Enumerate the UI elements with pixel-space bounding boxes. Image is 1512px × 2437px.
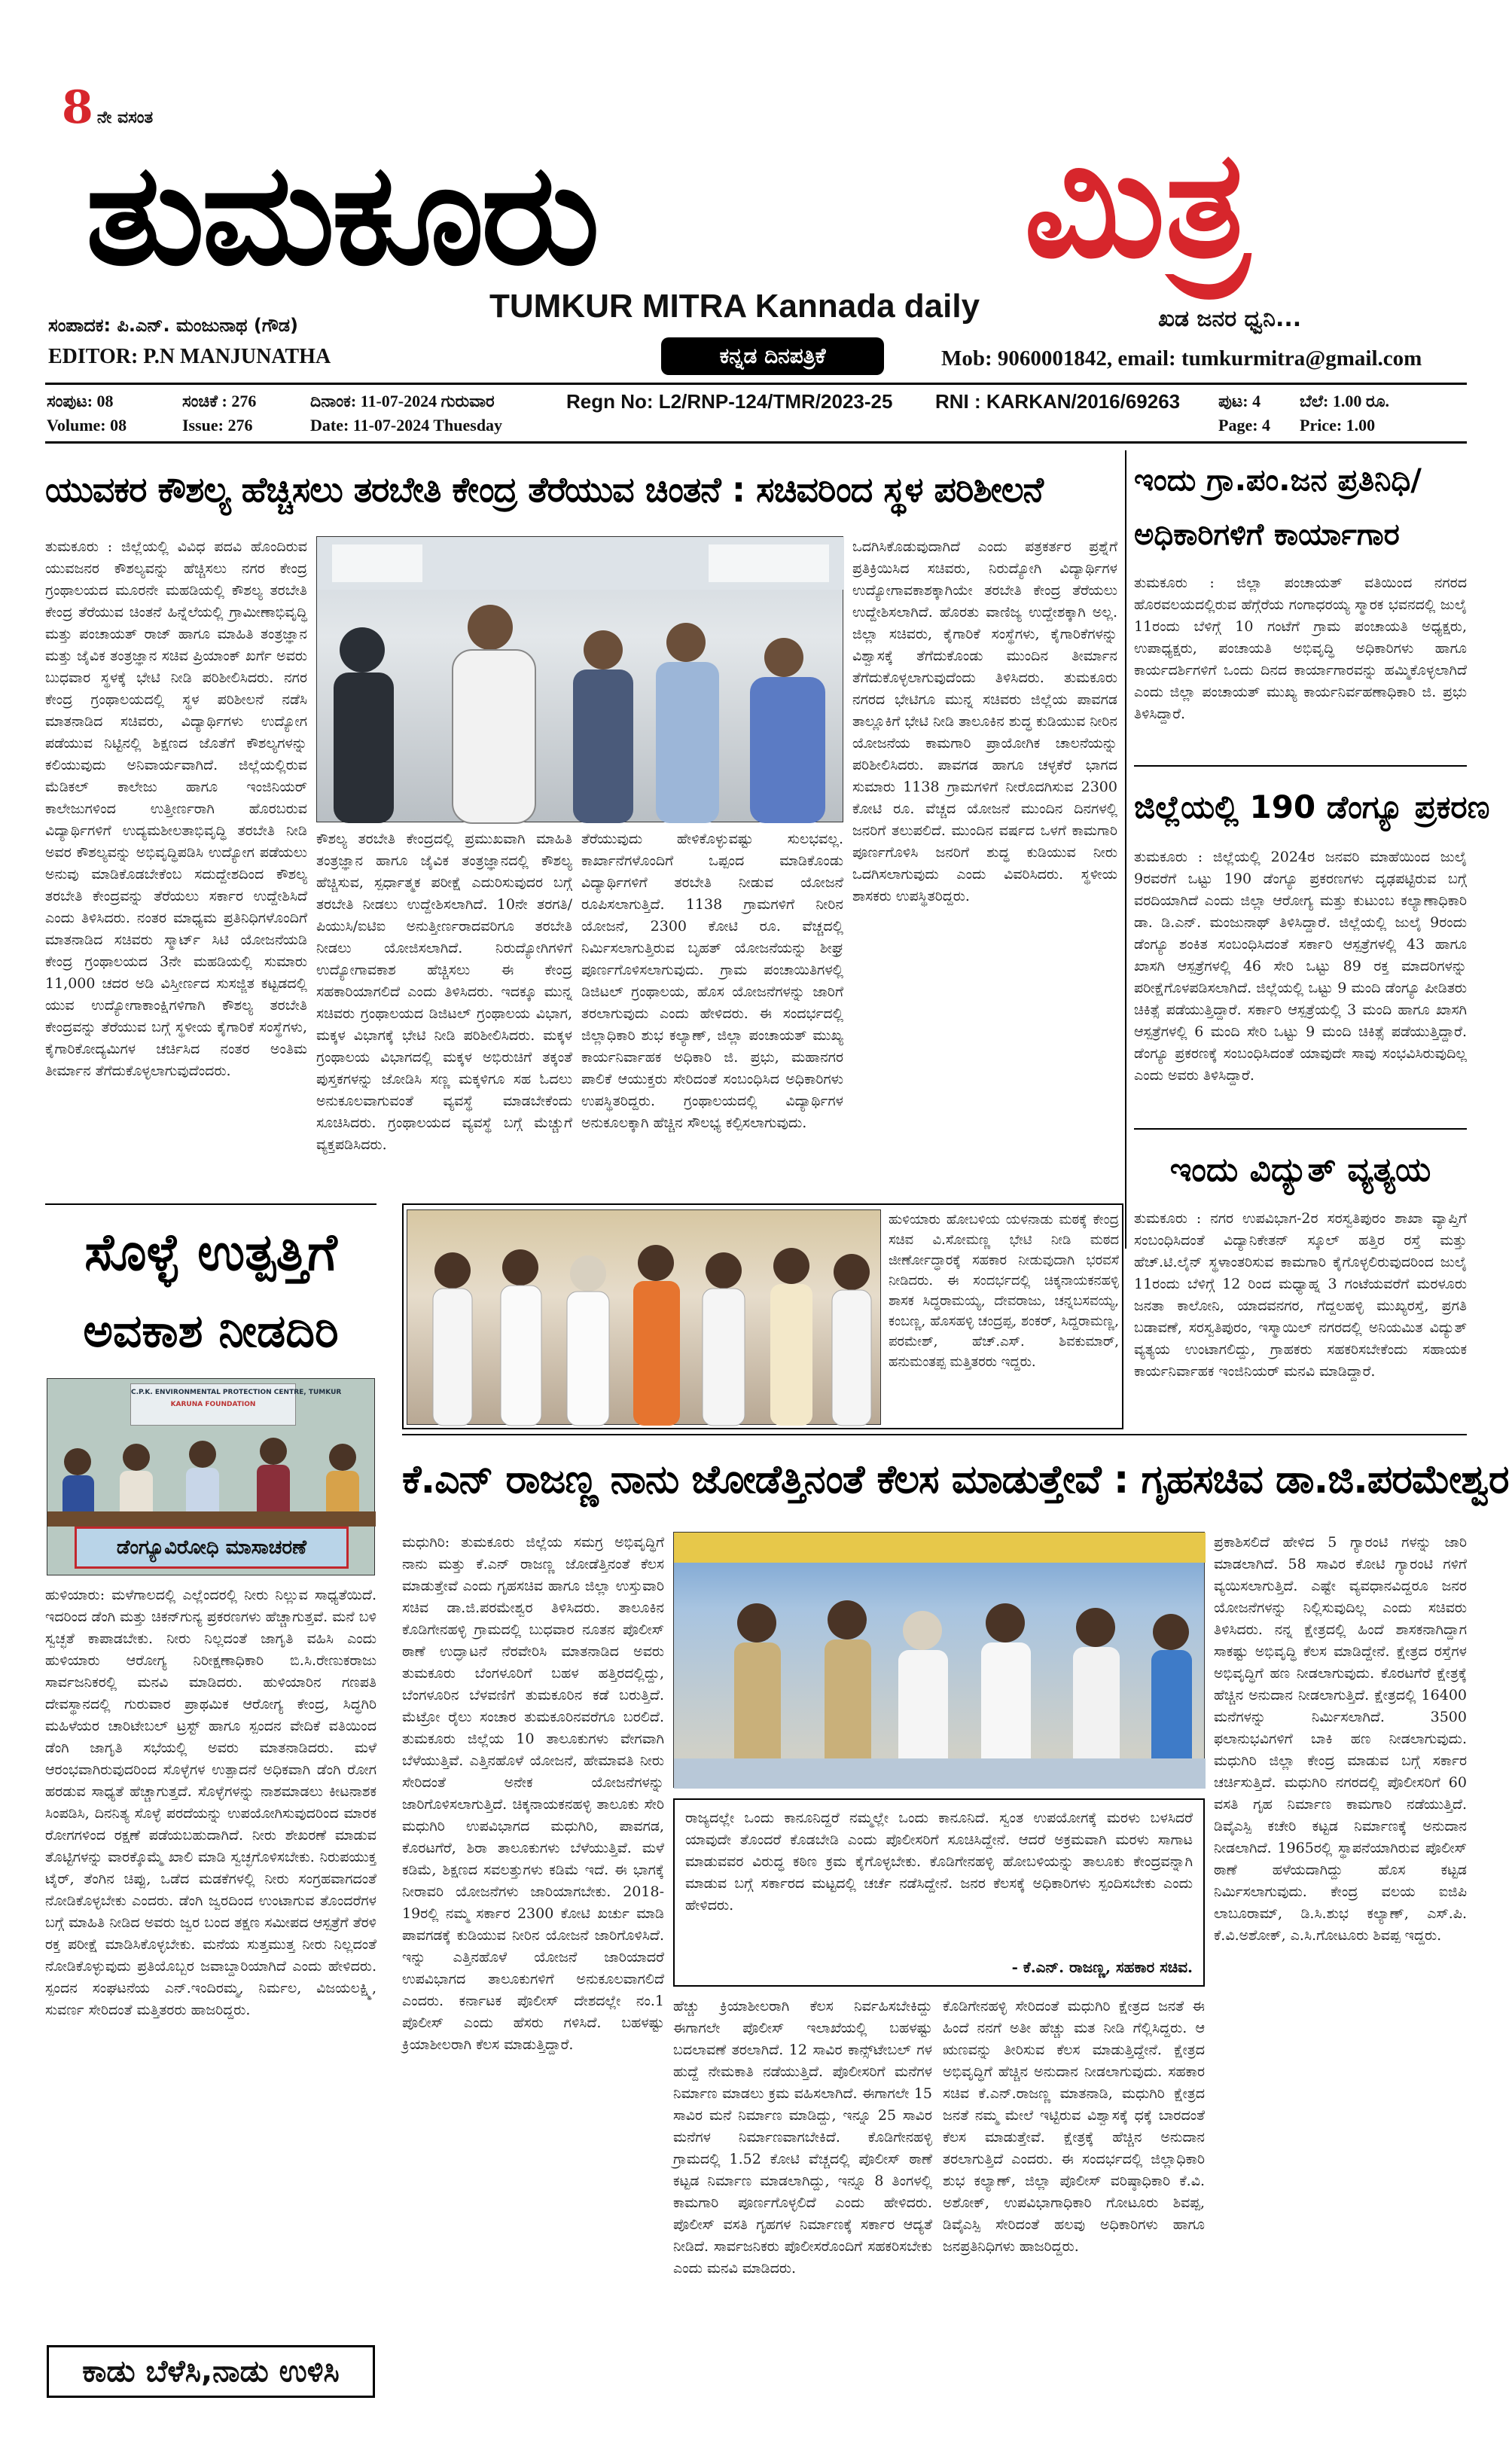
minister-col-2: ಹೆಚ್ಚು ಕ್ರಿಯಾಶೀಲರಾಗಿ ಕೆಲಸ ನಿರ್ವಹಿಸಬೇಕಿದ್ದು ಈಗಾಗಲೇ ಪೊಲೀಸ್ ಇಲಾಖೆಯಲ್ಲಿ ಬಹಳಷ್ಟು ಬದಲಾವಣೆ ತರಲಾಗಿದೆ. 12 ಸಾವಿರ ಕಾನ್ಸ್‌ಟೇಬಲ್ ಗಳ ಹುದ್ದೆ ನೇಮಕಾತಿ ನಡೆಯುತ್ತಿದೆ. ಪೊಲೀಸರಿಗೆ ಮನೆಗಳ ನಿರ್ಮಾಣ ಮಾಡಲು ಕ್ರಮ ವಹಿಸಲಾಗಿದೆ. ಈಗಾಗಲೇ 15 ಸಾವಿರ ಮನೆ ನಿರ್ಮಾಣ ಮಾಡಿದ್ದು, ಇನ್ನೂ 25 ಸಾವಿರ ಮನೆಗಳ ನಿರ್ಮಾಣವಾಗಬೇಕಿದೆ. ಕೊಡಿಗೇನಹಳ್ಳಿ ಗ್ರಾಮದಲ್ಲಿ 1.52 ಕೋಟಿ ವೆಚ್ಚದಲ್ಲಿ ಪೊಲೀಸ್ ಠಾಣೆ ಕಟ್ಟಡ ನಿರ್ಮಾಣ ಮಾಡಲಾಗಿದ್ದು, ಇನ್ನೂ 8 ತಿಂಗಳಲ್ಲಿ ಕಾಮಗಾರಿ ಪೂರ್ಣಗೊಳ್ಳಲಿದೆ ಎಂದು ಹೇಳಿದರು. ಪೊಲೀಸ್ ವಸತಿ ಗೃಹಗಳ ನಿರ್ಮಾಣಕ್ಕೆ ಸರ್ಕಾರ ಆದ್ಯತೆ ನೀಡಿದೆ. ಸಾರ್ವಜನಿಕರು ಪೊಲೀಸರೊಂದಿಗೆ ಸಹಕರಿಸಬೇಕು ಎಂದು ಮನವಿ ಮಾಡಿದರು. <box>673 1998 932 2277</box>
power-headline: ಇಂದು ವಿದ್ಯುತ್ ವ್ಯತ್ಯಯ <box>1169 1151 1431 1189</box>
workshop-headline-1: ಇಂದು ಗ್ರಾ.ಪಂ.ಜನ ಪ್ರತಿನಿಧಿ/ <box>1134 463 1422 498</box>
edition-badge <box>62 81 153 134</box>
price-en: Price: 1.00 <box>1300 416 1376 435</box>
title-main: ತುಮಕೂರು <box>86 133 597 296</box>
infobar-rule-bottom <box>45 441 1467 444</box>
date-en: Date: 11-07-2024 Thuesday <box>310 416 503 435</box>
mutt-visit-caption: ಹುಳಿಯಾರು ಹೋಬಳಿಯ ಯಳನಾಡು ಮಠಕ್ಕೆ ಕೇಂದ್ರ ಸಚಿವ ವಿ.ಸೋಮಣ್ಣ ಭೇಟಿ ನೀಡಿ ಮಠದ ಜೀರ್ಣೋದ್ಧಾರಕ್ಕೆ ಸಹಕಾರ ನೀಡುವುದಾಗಿ ಭರವಸೆ ನೀಡಿದರು. ಈ ಸಂದರ್ಭದಲ್ಲಿ ಚಿಕ್ಕನಾಯಕನಹಳ್ಳಿ ಶಾಸಕ ಸಿದ್ಧರಾಮಯ್ಯ, ದೇವರಾಜು, ಚನ್ನಬಸವಯ್ಯ, ಕಂಬಣ್ಣ, ಹೊಸಹಳ್ಳಿ ಚಂದ್ರಪ್ಪ, ಶಂಕರ್, ಸಿದ್ದರಾಮಣ್ಣ, ಪರಮೇಶ್, ಹೆಚ್.ಎಸ್. ಶಿವಕುಮಾರ್, ಹನುಮಂತಪ್ಪ ಮತ್ತಿತರರು ಇದ್ದರು. <box>889 1212 1119 1370</box>
mutt-visit-illustration <box>407 1210 882 1426</box>
minister-headline: ಕೆ.ಎನ್ ರಾಜಣ್ಣ ನಾನು ಜೋಡೆತ್ತಿನಂತೆ ಕೆಲಸ ಮಾಡುತ್ತೇವೆ : ಗೃಹಸಚಿವ ಡಾ.ಜಿ.ಪರಮೇಶ್ವರ <box>402 1457 1509 1502</box>
minister-visit-illustration <box>317 537 844 823</box>
editor-english: EDITOR: P.N MANJUNATHA <box>48 345 331 368</box>
paper-type-badge: ಕನ್ನಡ ದಿನಪತ್ರಿಕೆ <box>661 337 884 375</box>
sidebar-rule-1 <box>1134 765 1467 767</box>
left-headline-1: ಸೊಳ್ಳೆ ಉತ್ಪತ್ತಿಗೆ <box>84 1223 337 1283</box>
infobar-rule-top <box>45 383 1467 385</box>
volume-en: Volume: 08 <box>47 416 127 435</box>
left-body: ಹುಳಿಯಾರು: ಮಳೆಗಾಲದಲ್ಲಿ ಎಲ್ಲೆಂದರಲ್ಲಿ ನೀರು ನಿಲ್ಲುವ ಸಾಧ್ಯತೆಯಿದೆ. ಇದರಿಂದ ಡೆಂಗಿ ಮತ್ತು ಚಿಕನ್‌ಗುನ್ಯ ಪ್ರಕರಣಗಳು ಹೆಚ್ಚಾಗುತ್ತವೆ. ಮನೆ ಬಳಿ ಸ್ವಚ್ಛತೆ ಕಾಪಾಡಬೇಕು. ನೀರು ನಿಲ್ಲದಂತೆ ಜಾಗೃತಿ ವಹಿಸಿ ಎಂದು ಹುಳಿಯಾರು ಆರೋಗ್ಯ ನಿರೀಕ್ಷಣಾಧಿಕಾರಿ ಬಿ.ಸಿ.ರೇಣುಕರಾಜು ಸಾರ್ವಜನಿಕರಲ್ಲಿ ಮನವಿ ಮಾಡಿದರು. ಹುಳಿಯಾರಿನ ಗಣಪತಿ ದೇವಸ್ಥಾನದಲ್ಲಿ ಗುರುವಾರ ಪ್ರಾಥಮಿಕ ಆರೋಗ್ಯ ಕೇಂದ್ರ, ಸಿದ್ಧಗಿರಿ ಮಹಿಳೆಯರ ಚಾರಿಟೇಬಲ್ ಟ್ರಸ್ಟ್ ಹಾಗೂ ಸ್ಪಂದನ ವೇದಿಕೆ ವತಿಯಿಂದ ಡೆಂಗಿ ಜಾಗೃತಿ ಸಭೆಯಲ್ಲಿ ಅವರು ಮಾತನಾಡಿದರು. ಮಳೆ ಆರಂಭವಾಗಿರುವುದರಿಂದ ಸೊಳ್ಳೆಗಳ ಉತ್ಪಾದನೆ ಅಧಿಕವಾಗಿ ಡೆಂಗಿ ರೋಗ ಹರಡುವ ಸಾಧ್ಯತೆ ಹೆಚ್ಚಾಗುತ್ತದೆ. ಸೊಳ್ಳೆಗಳನ್ನು ನಾಶಮಾಡಲು ಕೀಟನಾಶಕ ಸಿಂಪಡಿಸಿ, ದಿನನಿತ್ಯ ಸೊಳ್ಳೆ ಪರದೆಯನ್ನು ಉಪಯೋಗಿಸುವುದರಿಂದ ಮಾರಕ ರೋಗಗಳಿಂದ ರಕ್ಷಣೆ ಪಡೆಯಬಹುದಾಗಿದೆ. ನೀರು ಶೇಖರಣೆ ಮಾಡುವ ತೊಟ್ಟಿಗಳನ್ನು ವಾರಕ್ಕೊಮ್ಮೆ ಖಾಲಿ ಮಾಡಿ ಸ್ವಚ್ಛಗೊಳಿಸಬೇಕು. ನಿರುಪಯುಕ್ತ ಟೈರ್, ತೆಂಗಿನ ಚಿಪ್ಪು, ಒಡೆದ ಮಡಕೆಗಳಲ್ಲಿ ನೀರು ಸಂಗ್ರಹವಾಗದಂತೆ ನೋಡಿಕೊಳ್ಳಬೇಕು ಎಂದರು. ಡೆಂಗಿ ಜ್ವರದಿಂದ ಉಂಟಾಗುವ ತೊಂದರೆಗಳ ಬಗ್ಗೆ ಮಾಹಿತಿ ನೀಡಿದ ಅವರು ಜ್ವರ ಬಂದ ತಕ್ಷಣ ಸಮೀಪದ ಆಸ್ಪತ್ರೆಗೆ ತೆರಳಿ ರಕ್ತ ಪರೀಕ್ಷೆ ಮಾಡಿಸಿಕೊಳ್ಳಬೇಕು. ಮನೆಯ ಸುತ್ತಮುತ್ತ ನೀರು ನಿಲ್ಲದಂತೆ ನೋಡಿಕೊಳ್ಳುವುದು ಪ್ರತಿಯೊಬ್ಬರ ಜವಾಬ್ದಾರಿಯಾಗಿದೆ ಎಂದು ಹೇಳಿದರು. ಸ್ಪಂದನ ಸಂಘಟನೆಯ ಎನ್.ಇಂದಿರಮ್ಮ, ನಿರ್ಮಲ, ವಿಜಯಲಕ್ಷ್ಮಿ, ಸುವರ್ಣ ಸೇರಿದಂತೆ ಮತ್ತಿತರರು ಹಾಜರಿದ್ದರು. <box>45 1587 376 2018</box>
lead-col-3: ತೆರೆಯುವುದು ಹೇಳಿಕೊಳ್ಳುವಷ್ಟು ಸುಲಭವಲ್ಲ. ಕಾರ್ಖಾನೆಗಳೊಂದಿಗೆ ಒಪ್ಪಂದ ಮಾಡಿಕೊಂಡು ವಿದ್ಯಾರ್ಥಿಗಳಿಗೆ ತರಬೇತಿ ನೀಡುವ ಯೋಜನೆ ರೂಪಿಸಲಾಗುತ್ತಿದೆ. 1138 ಗ್ರಾಮಗಳಿಗೆ ನೀರಿನ ಯೋಜನೆ, 2300 ಕೋಟಿ ರೂ. ವೆಚ್ಚದಲ್ಲಿ ನಿರ್ಮಿಸಲಾಗುತ್ತಿರುವ ಬೃಹತ್ ಯೋಜನೆಯನ್ನು ಶೀಘ್ರ ಪೂರ್ಣಗೊಳಿಸಲಾಗುವುದು. ಗ್ರಾಮ ಪಂಚಾಯಿತಿಗಳಲ್ಲಿ ಡಿಜಿಟಲ್ ಗ್ರಂಥಾಲಯ, ಹೊಸ ಯೋಜನೆಗಳನ್ನು ಜಾರಿಗೆ ತರಲಾಗುವುದು ಎಂದು ಹೇಳಿದರು. ಈ ಸಂದರ್ಭದಲ್ಲಿ ಜಿಲ್ಲಾಧಿಕಾರಿ ಶುಭ ಕಲ್ಯಾಣ್, ಜಿಲ್ಲಾ ಪಂಚಾಯತ್ ಮುಖ್ಯ ಕಾರ್ಯನಿರ್ವಾಹಕ ಅಧಿಕಾರಿ ಜಿ. ಪ್ರಭು, ಮಹಾನಗರ ಪಾಲಿಕೆ ಆಯುಕ್ತರು ಸೇರಿದಂತೆ ಸಂಬಂಧಿಸಿದ ಅಧಿಕಾರಿಗಳು ಉಪಸ್ಥಿತರಿದ್ದರು. ಗ್ರಂಥಾಲಯದಲ್ಲಿ ವಿದ್ಯಾರ್ಥಿಗಳ ಅನುಕೂಲಕ್ಕಾಗಿ ಹೆಚ್ಚಿನ ಸೌಲಭ್ಯ ಕಲ್ಪಿಸಲಾಗುವುದು. <box>581 831 843 1131</box>
rajanna-quote-attribution: - ಕೆ.ಎನ್. ರಾಜಣ್ಣ, ಸಹಕಾರ ಸಚಿವ. <box>1011 1958 1193 1976</box>
minister-col-1: ಮಧುಗಿರಿ: ತುಮಕೂರು ಜಿಲ್ಲೆಯ ಸಮಗ್ರ ಅಭಿವೃದ್ಧಿಗೆ ನಾನು ಮತ್ತು ಕೆ.ಎನ್ ರಾಜಣ್ಣ ಜೋಡೆತ್ತಿನಂತೆ ಕೆಲಸ ಮಾಡುತ್ತೇವೆ ಎಂದು ಗೃಹಸಚಿವ ಹಾಗೂ ಜಿಲ್ಲಾ ಉಸ್ತುವಾರಿ ಸಚಿವ ಡಾ.ಜಿ.ಪರಮೇಶ್ವರ ತಿಳಿಸಿದರು. ತಾಲೂಕಿನ ಕೊಡಿಗೇನಹಳ್ಳಿ ಗ್ರಾಮದಲ್ಲಿ ಬುಧವಾರ ನೂತನ ಪೊಲೀಸ್ ಠಾಣೆ ಉದ್ಘಾಟನೆ ನೆರವೇರಿಸಿ ಮಾತನಾಡಿದ ಅವರು ತುಮಕೂರು ಬೆಂಗಳೂರಿಗೆ ಬಹಳ ಹತ್ತಿರದಲ್ಲಿದ್ದು, ಬೆಂಗಳೂರಿನ ಬೆಳವಣಿಗೆ ತುಮಕೂರಿನ ಕಡೆ ಬರುತ್ತಿದೆ. ಮೆಟ್ರೋ ರೈಲು ಸಂಚಾರ ತುಮಕೂರಿನವರೆಗೂ ಬರಲಿದೆ. ತುಮಕೂರು ಜಿಲ್ಲೆಯ 10 ತಾಲೂಕುಗಳು ವೇಗವಾಗಿ ಬೆಳೆಯುತ್ತಿವೆ. ಎತ್ತಿನಹೊಳೆ ಯೋಜನೆ, ಹೇಮಾವತಿ ನೀರು ಸೇರಿದಂತೆ ಅನೇಕ ಯೋಜನೆಗಳನ್ನು ಜಾರಿಗೊಳಿಸಲಾಗುತ್ತಿದೆ. ಚಿಕ್ಕನಾಯಕನಹಳ್ಳಿ ತಾಲೂಕು ಸೇರಿ ಮಧುಗಿರಿ ಉಪವಿಭಾಗದ ಮಧುಗಿರಿ, ಪಾವಗಡ, ಕೊರಟಗೆರೆ, ಶಿರಾ ತಾಲೂಕುಗಳು ಬೆಳೆಯುತ್ತಿವೆ. ಮಳೆ ಕಡಿಮೆ, ಶಿಕ್ಷಣದ ಸವಲತ್ತುಗಳು ಕಡಿಮೆ ಇದೆ. ಈ ಭಾಗಕ್ಕೆ ನೀರಾವರಿ ಯೋಜನೆಗಳು ಜಾರಿಯಾಗಬೇಕು. 2018-19ರಲ್ಲಿ ನಮ್ಮ ಸರ್ಕಾರ 2300 ಕೋಟಿ ಖರ್ಚು ಮಾಡಿ ಪಾವಗಡಕ್ಕೆ ಕುಡಿಯುವ ನೀರಿನ ಯೋಜನೆ ಜಾರಿಗೊಳಿಸಿದೆ. ಇನ್ನು ಎತ್ತಿನಹೊಳೆ ಯೋಜನೆ ಜಾರಿಯಾದರೆ ಉಪವಿಭಾಗದ ತಾಲೂಕುಗಳಿಗೆ ಅನುಕೂಲವಾಗಲಿದೆ ಎಂದರು. ಕರ್ನಾಟಕ ಪೊಲೀಸ್ ದೇಶದಲ್ಲೇ ನಂ.1 ಪೊಲೀಸ್ ಎಂದು ಹೆಸರು ಗಳಿಸಿದೆ. ಬಹಳಷ್ಟು ಕ್ರಿಯಾಶೀಲರಾಗಿ ಕೆಲಸ ಮಾಡುತ್ತಿದ್ದಾರೆ. <box>402 1534 664 2053</box>
tagline: ಖಡ ಜನರ ಧ್ವನಿ... <box>1158 306 1302 332</box>
lead-photo-minister <box>316 536 843 822</box>
rajanna-quote: ರಾಜ್ಯದಲ್ಲೇ ಒಂದು ಕಾನೂನಿದ್ದರೆ ನಮ್ಮಲ್ಲೇ ಒಂದು ಕಾನೂನಿದೆ. ಸ್ವಂತ ಉಪಯೋಗಕ್ಕೆ ಮರಳು ಬಳಸಿದರೆ ಯಾವುದೇ ತೊಂದರೆ ಕೊಡಬೇಡಿ ಎಂದು ಪೊಲೀಸರಿಗೆ ಸೂಚಿಸಿದ್ದೇನೆ. ಆದರೆ ಅಕ್ರಮವಾಗಿ ಮರಳು ಸಾಗಾಟ ಮಾಡುವವರ ವಿರುದ್ಧ ಕಠಿಣ ಕ್ರಮ ಕೈಗೊಳ್ಳಬೇಕು. ಕೊಡಿಗೇನಹಳ್ಳಿ ಹೋಬಳಿಯನ್ನು ತಾಲೂಕು ಕೇಂದ್ರವನ್ನಾಗಿ ಮಾಡುವ ಬಗ್ಗೆ ಸರ್ಕಾರದ ಮಟ್ಟದಲ್ಲಿ ಚರ್ಚೆ ನಡೆಸಿದ್ದೇನೆ. ಜನರ ಕೆಲಸಕ್ಕೆ ಅಧಿಕಾರಿಗಳು ಸ್ಪಂದಿಸಬೇಕು ಎಂದು ಹೇಳಿದರು. <box>685 1810 1193 1914</box>
workshop-body: ತುಮಕೂರು : ಜಿಲ್ಲಾ ಪಂಚಾಯತ್ ವತಿಯಿಂದ ನಗರದ ಹೊರವಲಯದಲ್ಲಿರುವ ಹೆಗ್ಗೆರೆಯ ಗಂಗಾಧರಯ್ಯ ಸ್ಮಾರಕ ಭವನದಲ್ಲಿ ಜುಲೈ 11ರಂದು ಬೆಳಿಗ್ಗೆ 10 ಗಂಟೆಗೆ ಗ್ರಾಮ ಪಂಚಾಯತಿ ಅಧ್ಯಕ್ಷರು, ಉಪಾಧ್ಯಕ್ಷರು, ಪಂಚಾಯತಿ ಅಭಿವೃದ್ಧಿ ಅಧಿಕಾರಿಗಳು ಹಾಗೂ ಕಾರ್ಯದರ್ಶಿಗಳಿಗೆ ಒಂದು ದಿನದ ಕಾರ್ಯಾಗಾರವನ್ನು ಹಮ್ಮಿಕೊಳ್ಳಲಾಗಿದೆ ಎಂದು ಜಿಲ್ಲಾ ಪಂಚಾಯತ್ ಮುಖ್ಯ ಕಾರ್ಯನಿರ್ವಹಣಾಧಿಕಾರಿ ಜಿ. ಪ್ರಭು ತಿಳಿಸಿದ್ದಾರೆ. <box>1134 575 1467 722</box>
contact-line: Mob: 9060001842, email: tumkurmitra@gmail.com <box>941 346 1422 371</box>
dengue-campaign-photo <box>47 1378 375 1575</box>
photo-sign-sub: KARUNA FOUNDATION <box>170 1401 256 1408</box>
lead-headline: ಯುವಕರ ಕೌಶಲ್ಯ ಹೆಚ್ಚಿಸಲು ತರಬೇತಿ ಕೇಂದ್ರ ತೆರೆಯುವ ಚಿಂತನೆ : ಸಚಿವರಿಂದ ಸ್ಥಳ ಪರಿಶೀಲನೆ <box>45 469 1043 510</box>
issue-kn: ಸಂಚಿಕೆ : 276 <box>182 392 257 410</box>
rajanna-quote-box <box>673 1798 1205 1987</box>
title-accent: ಮಿತ್ರ <box>1024 119 1250 291</box>
edition-suffix: ನೇ ವಸಂತ <box>96 108 154 127</box>
minister-col-4: ಪ್ರಕಾಶಿಸಲಿದೆ ಹೇಳಿದ 5 ಗ್ಯಾರಂಟಿ ಗಳನ್ನು ಜಾರಿ ಮಾಡಲಾಗಿದೆ. 58 ಸಾವಿರ ಕೋಟಿ ಗ್ಯಾರಂಟಿ ಗಳಿಗೆ ವ್ಯಯಿಸಲಾಗುತ್ತಿದೆ. ಎಷ್ಟೇ ವ್ಯವಧಾನವಿದ್ದರೂ ಜನರ ಯೋಜನೆಗಳನ್ನು ನಿಲ್ಲಿಸುವುದಿಲ್ಲ ಎಂದು ಸಚಿವರು ತಿಳಿಸಿದರು. ನನ್ನ ಕ್ಷೇತ್ರದಲ್ಲಿ ಹಿಂದೆ ಶಾಸಕನಾಗಿದ್ದಾಗ ಸಾಕಷ್ಟು ಅಭಿವೃದ್ಧಿ ಕೆಲಸ ಮಾಡಿದ್ದೇನೆ. ಕ್ಷೇತ್ರದ ರಸ್ತೆಗಳ ಅಭಿವೃದ್ಧಿಗೆ ಹಣ ನೀಡಲಾಗುವುದು. ಕೊರಟಗೆರೆ ಕ್ಷೇತ್ರಕ್ಕೆ ಹೆಚ್ಚಿನ ಅನುದಾನ ನೀಡಲಾಗುತ್ತಿದೆ. ಕ್ಷೇತ್ರದಲ್ಲಿ 16400 ಮನೆಗಳನ್ನು ನಿರ್ಮಿಸಲಾಗಿದೆ. 3500 ಫಲಾನುಭವಿಗಳಿಗೆ ಬಾಕಿ ಹಣ ನೀಡಲಾಗುವುದು. ಮಧುಗಿರಿ ಜಿಲ್ಲಾ ಕೇಂದ್ರ ಮಾಡುವ ಬಗ್ಗೆ ಸರ್ಕಾರ ಚರ್ಚಿಸುತ್ತಿದೆ. ಮಧುಗಿರಿ ನಗರದಲ್ಲಿ ಪೊಲೀಸರಿಗೆ 60 ವಸತಿ ಗೃಹ ನಿರ್ಮಾಣ ಕಾಮಗಾರಿ ನಡೆಯುತ್ತಿದೆ. ಡಿವೈಎಸ್ಪಿ ಕಚೇರಿ ಕಟ್ಟಡ ನಿರ್ಮಾಣಕ್ಕೆ ಅನುದಾನ ನೀಡಲಾಗಿದೆ. 1965ರಲ್ಲಿ ಸ್ಥಾಪನೆಯಾಗಿರುವ ಪೊಲೀಸ್ ಠಾಣೆ ಹಳೆಯದಾಗಿದ್ದು ಹೊಸ ಕಟ್ಟಡ ನಿರ್ಮಿಸಲಾಗುವುದು. ಕೇಂದ್ರ ವಲಯ ಐಜಿಪಿ ಲಾಬೂರಾಮ್, ಡಿ.ಸಿ.ಶುಭ ಕಲ್ಯಾಣ್, ಎಸ್.ಪಿ. ಕೆ.ವಿ.ಅಶೋಕ್, ಎ.ಸಿ.ಗೋಟೂರು ಶಿವಪ್ಪ ಇದ್ದರು. <box>1214 1534 1467 1944</box>
edition-number: 8 <box>62 81 93 134</box>
photo-sign-top: C.P.K. ENVIRONMENTAL PROTECTION CENTRE, TUMKUR <box>131 1389 342 1396</box>
english-title: TUMKUR MITRA Kannada daily <box>489 288 980 325</box>
lead-col-2: ಕೌಶಲ್ಯ ತರಬೇತಿ ಕೇಂದ್ರದಲ್ಲಿ ಪ್ರಮುಖವಾಗಿ ಮಾಹಿತಿ ತಂತ್ರಜ್ಞಾನ ಹಾಗೂ ಜೈವಿಕ ತಂತ್ರಜ್ಞಾನದಲ್ಲಿ ಕೌಶಲ್ಯ ಹೆಚ್ಚಿಸುವ, ಸ್ಪರ್ಧಾತ್ಮಕ ಪರೀಕ್ಷೆ ಎದುರಿಸುವುದರ ಬಗ್ಗೆ ತರಬೇತಿ ನೀಡಲು ಉದ್ದೇಶಿಸಲಾಗಿದೆ. 10ನೇ ತರಗತಿ/ಪಿಯುಸಿ/ಐಟಿಐ ಅನುತ್ತೀರ್ಣರಾದವರಿಗೂ ತರಬೇತಿ ನೀಡಲು ಯೋಜಿಸಲಾಗಿದೆ. ನಿರುದ್ಯೋಗಿಗಳಿಗೆ ಉದ್ಯೋಗಾವಕಾಶ ಹೆಚ್ಚಿಸಲು ಈ ಕೇಂದ್ರ ಸಹಕಾರಿಯಾಗಲಿದೆ ಎಂದು ತಿಳಿಸಿದರು. ಇದಕ್ಕೂ ಮುನ್ನ ಸಚಿವರು ಗ್ರಂಥಾಲಯದ ಡಿಜಿಟಲ್ ಗ್ರಂಥಾಲಯ ವಿಭಾಗ, ಮಕ್ಕಳ ವಿಭಾಗಕ್ಕೆ ಭೇಟಿ ನೀಡಿ ಪರಿಶೀಲಿಸಿದರು. ಮಕ್ಕಳ ಗ್ರಂಥಾಲಯ ವಿಭಾಗದಲ್ಲಿ ಮಕ್ಕಳ ಅಭಿರುಚಿಗೆ ತಕ್ಕಂತೆ ಪುಸ್ತಕಗಳನ್ನು ಜೋಡಿಸಿ ಸಣ್ಣ ಮಕ್ಕಳಿಗೂ ಸಹ ಓದಲು ಅನುಕೂಲವಾಗುವಂತೆ ವ್ಯವಸ್ಥೆ ಮಾಡಬೇಕೆಂದು ಸೂಚಿಸಿದರು. ಗ್ರಂಥಾಲಯದ ವ್ಯವಸ್ಥೆ ಬಗ್ಗೆ ಮೆಚ್ಚುಗೆ ವ್ಯಕ್ತಪಡಿಸಿದರು. <box>316 831 572 1153</box>
issue-en: Issue: 276 <box>182 416 253 435</box>
lead-divider <box>1125 450 1126 1249</box>
dengue-body: ತುಮಕೂರು : ಜಿಲ್ಲೆಯಲ್ಲಿ 2024ರ ಜನವರಿ ಮಾಹೆಯಿಂದ ಜುಲೈ 9ರವರೆಗೆ ಒಟ್ಟು 190 ಡೆಂಗ್ಯೂ ಪ್ರಕರಣಗಳು ದೃಢಪಟ್ಟಿರುವ ಬಗ್ಗೆ ವರದಿಯಾಗಿದೆ ಎಂದು ಜಿಲ್ಲಾ ಆರೋಗ್ಯ ಮತ್ತು ಕುಟುಂಬ ಕಲ್ಯಾಣಾಧಿಕಾರಿ ಡಾ. ಡಿ.ಎನ್. ಮಂಜುನಾಥ್ ತಿಳಿಸಿದ್ದಾರೆ. ಜಿಲ್ಲೆಯಲ್ಲಿ ಜುಲೈ 9ರಂದು ಡೆಂಗ್ಯೂ ಶಂಕಿತ ಸಂಬಂಧಿಸಿದಂತೆ ಸರ್ಕಾರಿ ಆಸ್ಪತ್ರೆಗಳಲ್ಲಿ 43 ಹಾಗೂ ಖಾಸಗಿ ಆಸ್ಪತ್ರೆಗಳಲ್ಲಿ 46 ಸೇರಿ ಒಟ್ಟು 89 ರಕ್ತ ಮಾದರಿಗಳನ್ನು ಪರೀಕ್ಷೆಗೊಳಪಡಿಸಲಾಗಿದೆ. ಜಿಲ್ಲೆಯಲ್ಲಿ ಒಟ್ಟು 9 ಮಂದಿ ಡೆಂಗ್ಯೂ ಪೀಡಿತರು ಚಿಕಿತ್ಸೆ ಪಡೆಯುತ್ತಿದ್ದಾರೆ. ಸರ್ಕಾರಿ ಆಸ್ಪತ್ರೆಯಲ್ಲಿ 3 ಮಂದಿ ಹಾಗೂ ಖಾಸಗಿ ಆಸ್ಪತ್ರೆಗಳಲ್ಲಿ 6 ಮಂದಿ ಸೇರಿ ಒಟ್ಟು 9 ಮಂದಿ ಚಿಕಿತ್ಸೆ ಪಡೆಯುತ್ತಿದ್ದಾರೆ. ಡೆಂಗ್ಯೂ ಪ್ರಕರಣಕ್ಕೆ ಸಂಬಂಧಿಸಿದಂತೆ ಯಾವುದೇ ಸಾವು ಸಂಭವಿಸಿರುವುದಿಲ್ಲ ಎಂದು ಅವರು ತಿಳಿಸಿದ್ದಾರೆ. <box>1134 849 1467 1084</box>
mutt-visit-photo <box>407 1209 881 1425</box>
lead-col-1: ತುಮಕೂರು : ಜಿಲ್ಲೆಯಲ್ಲಿ ವಿವಿಧ ಪದವಿ ಹೊಂದಿರುವ ಯುವಜನರ ಕೌಶಲ್ಯವನ್ನು ಹೆಚ್ಚಿಸಲು ನಗರ ಕೇಂದ್ರ ಗ್ರಂಥಾಲಯದ ಮೂರನೇ ಮಹಡಿಯಲ್ಲಿ ಕೌಶಲ್ಯ ತರಬೇತಿ ಕೇಂದ್ರ ತೆರೆಯುವ ಚಿಂತನೆ ಹಿನ್ನೆಲೆಯಲ್ಲಿ ಗ್ರಾಮೀಣಾಭಿವೃದ್ಧಿ ಮತ್ತು ಪಂಚಾಯತ್ ರಾಜ್ ಹಾಗೂ ಮಾಹಿತಿ ತಂತ್ರಜ್ಞಾನ ಮತ್ತು ಜೈವಿಕ ತಂತ್ರಜ್ಞಾನ ಸಚಿವ ಪ್ರಿಯಾಂಕ್ ಖರ್ಗೆ ಅವರು ಬುಧವಾರ ಸ್ಥಳಕ್ಕೆ ಭೇಟಿ ನೀಡಿ ಪರಿಶೀಲಿಸಿದರು. ನಗರ ಕೇಂದ್ರ ಗ್ರಂಥಾಲಯದಲ್ಲಿ ಸ್ಥಳ ಪರಿಶೀಲನೆ ನಡೆಸಿ ಮಾತನಾಡಿದ ಸಚಿವರು, ವಿದ್ಯಾರ್ಥಿಗಳು ಉದ್ಯೋಗ ಪಡೆಯುವ ನಿಟ್ಟಿನಲ್ಲಿ ಶಿಕ್ಷಣದ ಜೊತೆಗೆ ಕೌಶಲ್ಯಗಳನ್ನು ಕಲಿಯುವುದು ಅನಿವಾರ್ಯವಾಗಿದೆ. ಜಿಲ್ಲೆಯಲ್ಲಿರುವ ಮೆಡಿಕಲ್ ಕಾಲೇಜು ಹಾಗೂ ಇಂಜಿನಿಯರ್ ಕಾಲೇಜುಗಳಿಂದ ಉತ್ತೀರ್ಣರಾಗಿ ಹೊರಬರುವ ವಿದ್ಯಾರ್ಥಿಗಳಿಗೆ ಉದ್ಯಮಶೀಲತಾಭಿವೃದ್ಧಿ ತರಬೇತಿ ನೀಡಿ ಅವರ ಕೌಶಲ್ಯವನ್ನು ಅಭಿವೃದ್ಧಿಪಡಿಸಿ ಉದ್ಯೋಗ ಪಡೆಯಲು ಅನುವು ಮಾಡಿಕೊಡಬೇಕೆಂಬ ಸದುದ್ದೇಶದಿಂದ ಕೌಶಲ್ಯ ತರಬೇತಿ ಕೇಂದ್ರವನ್ನು ತೆರೆಯಲು ಸರ್ಕಾರ ಉದ್ದೇಶಿಸಿದೆ ಎಂದು ತಿಳಿಸಿದರು. ನಂತರ ಮಾಧ್ಯಮ ಪ್ರತಿನಿಧಿಗಳೊಂದಿಗೆ ಮಾತನಾಡಿದ ಸಚಿವರು ಸ್ಮಾರ್ಟ್ ಸಿಟಿ ಯೋಜನೆಯಡಿ ಕೇಂದ್ರ ಗ್ರಂಥಾಲಯದ 3ನೇ ಮಹಡಿಯಲ್ಲಿ ಸುಮಾರು 11,000 ಚದರ ಅಡಿ ವಿಸ್ತೀರ್ಣದ ಸುಸಜ್ಜಿತ ಕಟ್ಟಡದಲ್ಲಿ ಯುವ ಉದ್ಯೋಗಾಕಾಂಕ್ಷಿಗಳಿಗಾಗಿ ಕೌಶಲ್ಯ ತರಬೇತಿ ಕೇಂದ್ರವನ್ನು ತೆರೆಯುವ ಬಗ್ಗೆ ಸ್ಥಳೀಯ ಕೈಗಾರಿಕೆ ಸಂಸ್ಥೆಗಳು, ಕೈಗಾರಿಕೋದ್ಯಮಿಗಳ ಚರ್ಚಿಸಿದ ನಂತರ ಅಂತಿಮ ತೀರ್ಮಾನ ತೆಗೆದುಕೊಳ್ಳಲಾಗುವುದೆಂದರು. <box>45 538 307 1079</box>
volume-kn: ಸಂಪುಟ: 08 <box>47 392 114 410</box>
infobar <box>47 387 1467 438</box>
campaign-banner: ಡೆಂಗ್ಯೂವಿರೋಧಿ ಮಾಸಾಚರಣೆ <box>75 1527 349 1569</box>
page-en: Page: 4 <box>1218 416 1271 435</box>
left-story-rule <box>45 1203 376 1205</box>
regn-number: Regn No: L2/RNP-124/TMR/2023-25 <box>566 390 893 413</box>
police-station-photo <box>673 1532 1205 1788</box>
slogan-box: ಕಾಡು ಬೆಳೆಸಿ,ನಾಡು ಉಳಿಸಿ <box>47 2345 375 2398</box>
date-kn: ದಿನಾಂಕ: 11-07-2024 ಗುರುವಾರ <box>310 392 495 410</box>
police-station-illustration <box>674 1533 1206 1789</box>
minister-col-3: ಕೊಡಿಗೇನಹಳ್ಳಿ ಸೇರಿದಂತೆ ಮಧುಗಿರಿ ಕ್ಷೇತ್ರದ ಜನತೆ ಈ ಹಿಂದೆ ನನಗೆ ಅತೀ ಹೆಚ್ಚು ಮತ ನೀಡಿ ಗೆಲ್ಲಿಸಿದ್ದರು. ಆ ಋಣವನ್ನು ತೀರಿಸುವ ಕೆಲಸ ಮಾಡುತ್ತಿದ್ದೇನೆ. ಕ್ಷೇತ್ರದ ಅಭಿವೃದ್ಧಿಗೆ ಹೆಚ್ಚಿನ ಅನುದಾನ ನೀಡಲಾಗುವುದು. ಸಹಕಾರ ಸಚಿವ ಕೆ.ಎನ್.ರಾಜಣ್ಣ ಮಾತನಾಡಿ, ಮಧುಗಿರಿ ಕ್ಷೇತ್ರದ ಜನತೆ ನಮ್ಮ ಮೇಲೆ ಇಟ್ಟಿರುವ ವಿಶ್ವಾಸಕ್ಕೆ ಧಕ್ಕೆ ಬಾರದಂತೆ ಕೆಲಸ ಮಾಡುತ್ತೇವೆ. ಕ್ಷೇತ್ರಕ್ಕೆ ಹೆಚ್ಚಿನ ಅನುದಾನ ತರಲಾಗುತ್ತಿದೆ ಎಂದರು. ಈ ಸಂದರ್ಭದಲ್ಲಿ ಜಿಲ್ಲಾಧಿಕಾರಿ ಶುಭ ಕಲ್ಯಾಣ್, ಜಿಲ್ಲಾ ಪೊಲೀಸ್ ವರಿಷ್ಠಾಧಿಕಾರಿ ಕೆ.ವಿ. ಅಶೋಕ್, ಉಪವಿಭಾಗಾಧಿಕಾರಿ ಗೋಟೂರು ಶಿವಪ್ಪ, ಡಿವೈಎಸ್ಪಿ ಸೇರಿದಂತೆ ಹಲವು ಅಧಿಕಾರಿಗಳು ಹಾಗೂ ಜನಪ್ರತಿನಿಧಿಗಳು ಹಾಜರಿದ್ದರು. <box>943 1998 1205 2255</box>
editor-kannada: ಸಂಪಾದಕ: ಪಿ.ಎನ್. ಮಂಜುನಾಥ (ಗೌಡ) <box>48 315 299 336</box>
rni-number: RNI : KARKAN/2016/69263 <box>935 390 1181 413</box>
lead-col-4: ಒದಗಿಸಿಕೊಡುವುದಾಗಿದೆ ಎಂದು ಪತ್ರಕರ್ತರ ಪ್ರಶ್ನೆಗೆ ಪ್ರತಿಕ್ರಿಯಿಸಿದ ಸಚಿವರು, ನಿರುದ್ಯೋಗಿ ವಿದ್ಯಾರ್ಥಿಗಳ ಉದ್ಯೋಗಾವಕಾಶಕ್ಕಾಗಿಯೇ ತರಬೇತಿ ಕೇಂದ್ರ ತೆರೆಯಲು ಉದ್ದೇಶಿಸಲಾಗಿದೆ. ಹೊರತು ವಾಣಿಜ್ಯ ಉದ್ದೇಶಕ್ಕಾಗಿ ಅಲ್ಲ. ಜಿಲ್ಲಾ ಸಚಿವರು, ಕೈಗಾರಿಕೆ ಸಂಸ್ಥೆಗಳು, ಕೈಗಾರಿಕೆಗಳನ್ನು ವಿಶ್ವಾಸಕ್ಕೆ ತೆಗೆದುಕೊಂಡು ಮುಂದಿನ ತೀರ್ಮಾನ ತೆಗೆದುಕೊಳ್ಳಲಾಗುವುದೆಂದು ತಿಳಿಸಿದರು. ತುಮಕೂರು ನಗರದ ಭೇಟಿಗೂ ಮುನ್ನ ಸಚಿವರು ಜಿಲ್ಲೆಯ ಪಾವಗಡ ತಾಲ್ಲೂಕಿಗೆ ಭೇಟಿ ನೀಡಿ ತಾಲೂಕಿನ ಶುದ್ಧ ಕುಡಿಯುವ ನೀರಿನ ಯೋಜನೆಯ ಕಾಮಗಾರಿ ಪ್ರಾಯೋಗಿಕ ಚಾಲನೆಯನ್ನು ಪರಿಶೀಲಿಸಿದರು. ಪಾವಗಡ ಹಾಗೂ ಚಳ್ಳಕೆರೆ ಭಾಗದ ಸುಮಾರು 1138 ಗ್ರಾಮಗಳಿಗೆ ನೀರೊದಗಿಸುವ 2300 ಕೋಟಿ ರೂ. ವೆಚ್ಚದ ಯೋಜನೆ ಮುಂದಿನ ದಿನಗಳಲ್ಲಿ ಜನರಿಗೆ ತಲುಪಲಿದೆ. ಮುಂದಿನ ವರ್ಷದ ಒಳಗೆ ಕಾಮಗಾರಿ ಪೂರ್ಣಗೊಳಿಸಿ ಜನರಿಗೆ ಶುದ್ಧ ಕುಡಿಯುವ ನೀರು ಒದಗಿಸಲಾಗುವುದು ಎಂದು ವಿವರಿಸಿದರು. ಸ್ಥಳೀಯ ಶಾಸಕರು ಉಪಸ್ಥಿತರಿದ್ದರು. <box>852 538 1117 904</box>
pages-kn: ಪುಟ: 4 <box>1218 392 1261 410</box>
minister-rule <box>402 1434 1467 1435</box>
left-headline-2: ಅವಕಾಶ ನೀಡದಿರಿ <box>83 1305 339 1358</box>
power-body: ತುಮಕೂರು : ನಗರ ಉಪವಿಭಾಗ-2ರ ಸರಸ್ವತಿಪುರಂ ಶಾಖಾ ವ್ಯಾಪ್ತಿಗೆ ಸಂಬಂಧಿಸಿದಂತೆ ವಿದ್ಯಾನಿಕೇತನ್ ಸ್ಕೂಲ್ ಹತ್ತಿರ ರಸ್ತೆ ಮತ್ತು ಹೆಚ್.ಟಿ.ಲೈನ್ ಸ್ಥಳಾಂತರಿಸುವ ಕಾಮಗಾರಿ ಕೈಗೊಳ್ಳಲಿರುವುದರಿಂದ ಜುಲೈ 11ರಂದು ಬೆಳಿಗ್ಗೆ 12 ರಿಂದ ಮಧ್ಯಾಹ್ನ 3 ಗಂಟೆಯವರೆಗೆ ಮರಳೂರು ಜನತಾ ಕಾಲೋನಿ, ಯಾದವನಗರ, ಗೆದ್ದಲಹಳ್ಳಿ ಮುಖ್ಯರಸ್ತೆ, ಪ್ರಗತಿ ಬಡಾವಣೆ, ಸರಸ್ವತಿಪುರಂ, ಇಸ್ಮಾಯಿಲ್ ನಗರದಲ್ಲಿ ಅನಿಯಮಿತ ವಿದ್ಯುತ್ ವ್ಯತ್ಯಯ ಉಂಟಾಗಲಿದ್ದು, ಗ್ರಾಹಕರು ಸಹಕರಿಸಬೇಕೆಂದು ಸಹಾಯಕ ಕಾರ್ಯನಿರ್ವಾಹಕ ಇಂಜಿನಿಯರ್ ಮನವಿ ಮಾಡಿದ್ದಾರೆ. <box>1134 1210 1467 1380</box>
workshop-headline-2: ಅಧಿಕಾರಿಗಳಿಗೆ ಕಾರ್ಯಾಗಾರ <box>1134 517 1400 552</box>
sidebar-rule-2 <box>1134 1128 1467 1130</box>
masthead <box>38 75 1474 377</box>
price-kn: ಬೆಲೆ: 1.00 ರೂ. <box>1300 392 1390 410</box>
dengue-headline: ಜಿಲ್ಲೆಯಲ್ಲಿ 190 ಡೆಂಗ್ಯೂ ಪ್ರಕರಣ <box>1134 788 1490 825</box>
